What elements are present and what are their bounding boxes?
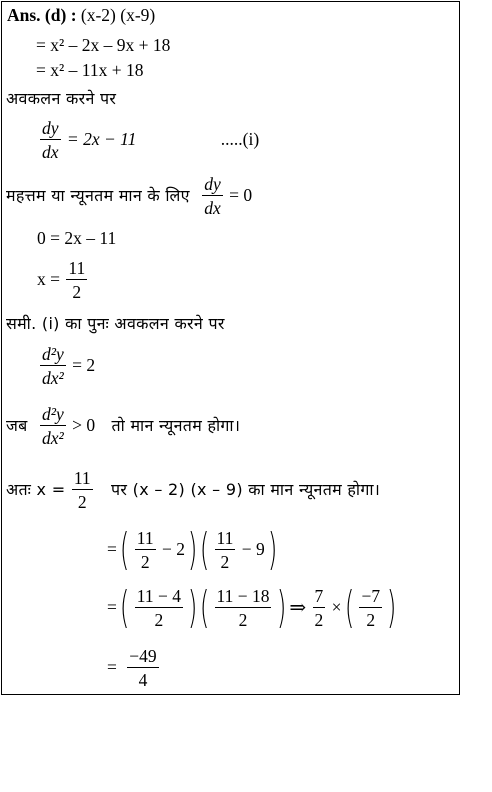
x-value-fraction	[66, 258, 87, 302]
dy-dx-fraction	[40, 118, 61, 162]
result-denominator: 4	[138, 670, 148, 691]
dx2-denominator-2: dx²	[41, 428, 64, 449]
calc1-fraction-a	[135, 528, 156, 572]
calc1-a-den: 2	[140, 552, 150, 573]
x-numerator: 11	[66, 258, 87, 280]
zero-equation: 0 = 2x – 11	[37, 228, 117, 248]
therefore-line	[6, 468, 380, 512]
expansion-line-2: = x² – 11x + 18	[36, 60, 144, 80]
times-sign: ×	[331, 597, 342, 618]
x-label: x =	[37, 269, 60, 290]
right-paren-icon: )	[387, 582, 397, 634]
left-paren-icon: (	[199, 524, 210, 576]
calc2-fraction-b	[215, 586, 272, 630]
dy-numerator: dy	[40, 118, 61, 140]
dy-dx-fraction-2	[202, 174, 223, 218]
therefore-text: अतः x =	[6, 480, 66, 500]
x-solution-line	[37, 258, 89, 302]
calc1-b-den: 2	[220, 552, 230, 573]
calc-row-1	[107, 524, 278, 576]
first-derivative-rhs: = 2x − 11	[66, 129, 137, 150]
calc1-fraction-b	[215, 528, 236, 572]
x-numerator-2: 11	[72, 468, 93, 490]
calc1-a-tail: − 2	[162, 539, 186, 560]
answer-expression: (x-2) (x-9)	[80, 5, 156, 25]
equation-tag: .....(i)	[220, 129, 260, 150]
calc1-a-num: 11	[135, 528, 156, 550]
expression-minimum-text: पर (x – 2) (x – 9) का मान न्यूनतम होगा।	[111, 480, 381, 500]
x-denominator: 2	[72, 282, 82, 303]
greater-than-zero: > 0	[72, 415, 96, 436]
right-paren-icon: )	[188, 524, 198, 576]
calc2-fraction-d	[359, 586, 382, 630]
calc2-a-num: 11 − 4	[135, 586, 183, 608]
dx2-denominator: dx²	[42, 368, 64, 389]
answer-line	[7, 7, 155, 25]
calc2-fraction-c	[313, 586, 326, 630]
calc-row-2	[107, 582, 397, 634]
d2y-dx2-fraction	[40, 344, 66, 388]
calc2-a-den: 2	[154, 610, 164, 631]
answer-label: Ans. (d) :	[7, 5, 77, 25]
calc-row-3	[107, 646, 161, 690]
dy-numerator-2: dy	[202, 174, 223, 196]
left-paren-icon: (	[120, 582, 130, 634]
calc1-b-tail: − 9	[241, 539, 265, 560]
equals-sign-2: =	[107, 597, 117, 618]
x-denominator-2: 2	[77, 492, 87, 513]
left-paren-icon: (	[344, 582, 355, 634]
extremum-rhs: = 0	[229, 185, 253, 206]
calc2-b-num: 11 − 18	[215, 586, 272, 608]
calc2-c-num: 7	[313, 586, 326, 608]
dx-denominator-2: dx	[204, 198, 221, 219]
extremum-condition-line	[6, 174, 252, 218]
d2y-dx2-fraction-2	[40, 404, 66, 448]
calc2-b-den: 2	[238, 610, 248, 631]
x-value-fraction-2	[72, 468, 93, 512]
right-paren-icon: )	[276, 582, 287, 634]
minimum-condition-line	[6, 404, 240, 448]
calc2-c-den: 2	[314, 610, 324, 631]
second-derivative-equation	[38, 344, 95, 388]
left-paren-icon: (	[199, 582, 210, 634]
calc2-d-den: 2	[366, 610, 376, 631]
second-derivative-rhs: = 2	[72, 355, 96, 376]
dx-denominator: dx	[42, 142, 59, 163]
calc2-fraction-a	[135, 586, 183, 630]
minimum-text: तो मान न्यूनतम होगा।	[111, 416, 241, 436]
implies-arrow: ⇒	[289, 597, 307, 620]
differentiate-text: अवकलन करने पर	[6, 89, 117, 108]
second-differentiate-text: समी. (i) का पुनः अवकलन करने पर	[6, 314, 225, 333]
extremum-text: महत्तम या न्यूनतम मान के लिए	[6, 186, 190, 206]
equals-sign-1: =	[107, 539, 117, 560]
d2y-numerator: d²y	[40, 344, 66, 366]
equals-sign-3: =	[107, 657, 117, 678]
calc2-d-num: −7	[359, 586, 382, 608]
when-text: जब	[6, 416, 28, 436]
right-paren-icon: )	[267, 524, 278, 576]
d2y-numerator-2: d²y	[40, 404, 66, 426]
left-paren-icon: (	[120, 524, 130, 576]
right-paren-icon: )	[188, 582, 198, 634]
calc1-b-num: 11	[215, 528, 236, 550]
expansion-line-1: = x² – 2x – 9x + 18	[36, 35, 171, 55]
result-numerator: −49	[127, 646, 158, 668]
result-fraction	[127, 646, 158, 690]
first-derivative-equation	[38, 118, 259, 162]
